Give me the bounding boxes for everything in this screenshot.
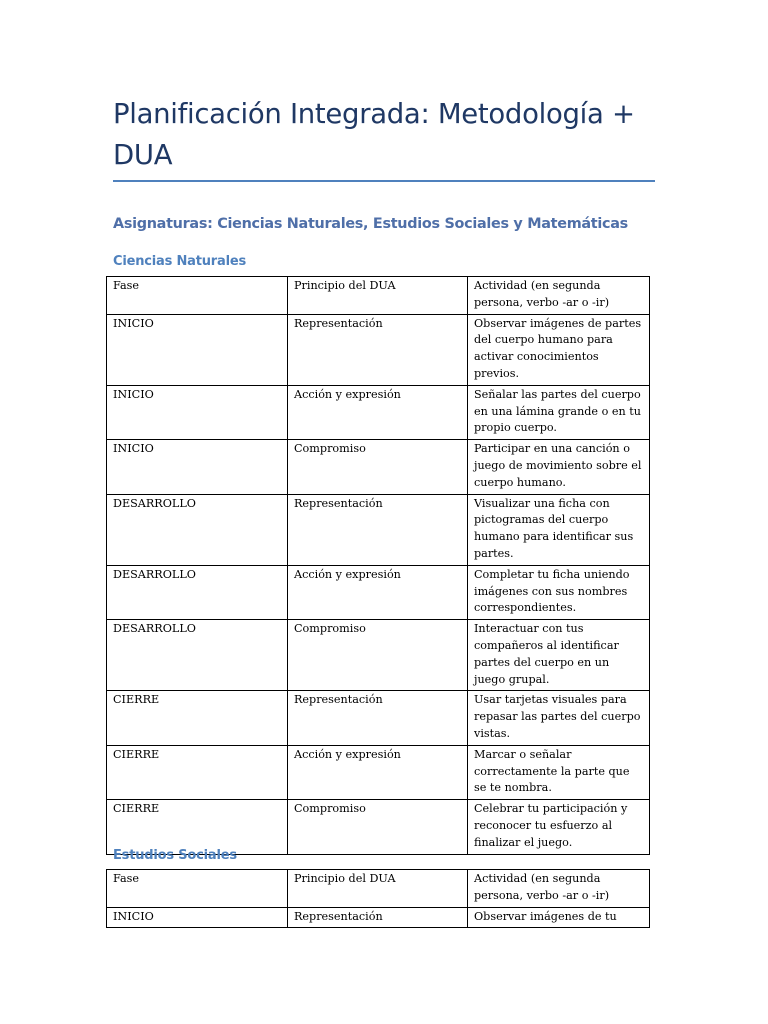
table-row: [107, 745, 650, 799]
title-underline: [113, 180, 655, 182]
cell-actividad: Observar imágenes de partes del cuerpo humano para activar conocimientos previos.: [468, 314, 650, 385]
cell-actividad: Completar tu ficha uniendo imágenes con sus nombres correspondientes.: [468, 565, 650, 619]
cell-principio: Compromiso: [288, 620, 468, 691]
ciencias-naturales-table: [106, 276, 650, 855]
header-cell-fase: Fase: [107, 870, 288, 908]
table-row: [107, 565, 650, 619]
table-row: [107, 907, 650, 928]
cell-actividad: Marcar o señalar correctamente la parte que se te nombra.: [468, 745, 650, 799]
cell-fase: CIERRE: [107, 745, 288, 799]
table-row: [107, 620, 650, 691]
cell-principio: Acción y expresión: [288, 565, 468, 619]
cell-fase: DESARROLLO: [107, 565, 288, 619]
cell-principio: Acción y expresión: [288, 745, 468, 799]
table-header-row: [107, 277, 650, 315]
cell-fase: DESARROLLO: [107, 620, 288, 691]
estudios-sociales-table: [106, 869, 650, 928]
header-cell-actividad: Actividad (en segunda persona, verbo -ar o -ir): [468, 870, 650, 908]
cell-principio: Representación: [288, 314, 468, 385]
cell-actividad: Usar tarjetas visuales para repasar las partes del cuerpo vistas.: [468, 691, 650, 745]
cell-fase: DESARROLLO: [107, 494, 288, 565]
document-title: Planificación Integrada: Metodología + DUA: [113, 98, 635, 171]
cell-actividad: Observar imágenes de tu: [468, 907, 650, 928]
cell-principio: Representación: [288, 691, 468, 745]
cell-actividad: Señalar las partes del cuerpo en una lámina grande o en tu propio cuerpo.: [468, 385, 650, 439]
cell-principio: Acción y expresión: [288, 385, 468, 439]
cell-fase: INICIO: [107, 907, 288, 928]
cell-principio: Compromiso: [288, 440, 468, 494]
cell-fase: INICIO: [107, 314, 288, 385]
document-subtitle: Asignaturas: Ciencias Naturales, Estudios Sociales y Matemáticas: [113, 216, 628, 232]
header-cell-principio: Principio del DUA: [288, 870, 468, 908]
cell-actividad: Celebrar tu participación y reconocer tu esfuerzo al finalizar el juego.: [468, 800, 650, 854]
table-row: [107, 691, 650, 745]
cell-fase: CIERRE: [107, 691, 288, 745]
cell-fase: CIERRE: [107, 800, 288, 854]
section-heading-estudios-sociales: Estudios Sociales: [113, 848, 237, 863]
table-header-row: [107, 870, 650, 908]
table-row: [107, 385, 650, 439]
section-heading-ciencias-naturales: Ciencias Naturales: [113, 254, 246, 269]
table-row: [107, 314, 650, 385]
header-cell-principio: Principio del DUA: [288, 277, 468, 315]
cell-principio: Compromiso: [288, 800, 468, 854]
cell-principio: Representación: [288, 494, 468, 565]
header-cell-actividad: Actividad (en segunda persona, verbo -ar o -ir): [468, 277, 650, 315]
table-row: [107, 494, 650, 565]
cell-principio: Representación: [288, 907, 468, 928]
header-cell-fase: Fase: [107, 277, 288, 315]
cell-actividad: Visualizar una ficha con pictogramas del cuerpo humano para identificar sus partes.: [468, 494, 650, 565]
cell-actividad: Interactuar con tus compañeros al identificar partes del cuerpo en un juego grupal.: [468, 620, 650, 691]
cell-fase: INICIO: [107, 440, 288, 494]
table-row: [107, 440, 650, 494]
cell-fase: INICIO: [107, 385, 288, 439]
cell-actividad: Participar en una canción o juego de movimiento sobre el cuerpo humano.: [468, 440, 650, 494]
